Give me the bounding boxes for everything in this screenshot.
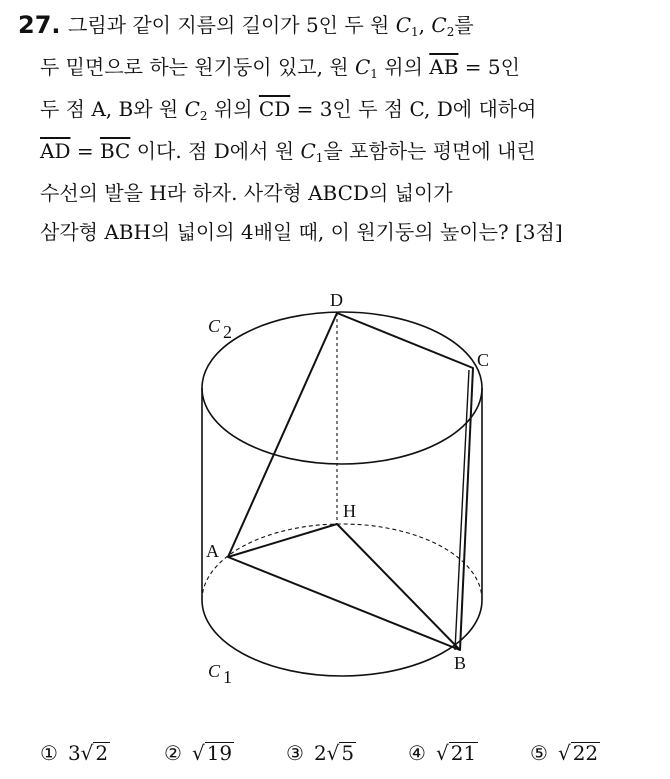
label-c2-sub: 2 [223, 322, 232, 342]
choice-number: ④ [408, 741, 426, 765]
subscript: 2 [446, 25, 455, 39]
choice-2[interactable] [164, 735, 234, 771]
segment-cd: $\overline{CD}$ [258, 97, 291, 121]
label-a: A [206, 541, 219, 561]
label-c1-sub: 1 [223, 667, 232, 687]
problem-line-4 [40, 134, 536, 175]
choice-1[interactable] [40, 735, 110, 771]
subscript: 1 [411, 25, 419, 39]
problem-line-1 [68, 8, 474, 49]
choice-radicand: 22 [572, 741, 599, 765]
segment-hb [337, 524, 460, 650]
choice-radicand: 2 [95, 741, 109, 765]
problem-line-2 [40, 50, 520, 91]
text: 를 [454, 13, 474, 37]
text: = [70, 139, 100, 163]
bottom-circle-back [202, 524, 482, 600]
math-var: C [354, 55, 371, 79]
math-var: C [431, 13, 447, 37]
sqrt-symbol: √ [191, 741, 205, 765]
bottom-circle-front [202, 600, 482, 676]
text: 두 점 A, B와 원 [40, 97, 185, 121]
text: 을 포함하는 평면에 내린 [323, 139, 536, 163]
segment-ah [228, 524, 337, 557]
subscript: 1 [370, 67, 378, 81]
math-var: C [395, 13, 412, 37]
choice-radicand: 5 [341, 741, 355, 765]
math-var: C [300, 139, 316, 163]
choice-number: ① [40, 741, 58, 765]
math-var: C [184, 97, 200, 121]
text: 이다. 점 D에서 원 [130, 139, 301, 163]
quadrilateral-abcd [228, 313, 473, 650]
label-h: H [343, 501, 356, 521]
text: 그림과 같이 지름의 길이가 5인 두 원 [68, 13, 396, 37]
choice-number: ⑤ [530, 741, 548, 765]
top-circle-c2 [202, 312, 482, 464]
label-c2: C [208, 316, 221, 336]
label-b: B [454, 653, 467, 673]
text: 위의 [377, 55, 430, 79]
label-c: C [477, 350, 490, 370]
choice-coefficient: 3 [67, 741, 81, 765]
text: 두 밑면으로 하는 원기둥이 있고, 원 [40, 55, 355, 79]
subscript: 1 [315, 151, 324, 165]
problem-line-5 [40, 176, 453, 210]
segment-ad: $\overline{AD}$ [40, 139, 71, 163]
answer-choices [40, 735, 640, 771]
label-c1: C [208, 661, 221, 681]
choice-radicand: 19 [206, 741, 233, 765]
text: = 3인 두 점 C, D에 대하여 [290, 97, 537, 121]
segment-ab: $\overline{AB}$ [429, 55, 459, 79]
choice-3[interactable] [286, 735, 356, 771]
choice-number: ③ [286, 741, 304, 765]
sqrt-symbol: √ [557, 741, 571, 765]
choice-radicand: 21 [450, 741, 477, 765]
text: , [418, 13, 432, 37]
sqrt-symbol: √ [326, 741, 340, 765]
sqrt-symbol: √ [435, 741, 449, 765]
question-number: 27. [18, 11, 61, 39]
choice-number: ② [164, 741, 182, 765]
choice-coefficient: 2 [313, 741, 327, 765]
label-d: D [330, 290, 343, 310]
cylinder-figure [180, 280, 500, 690]
subscript: 2 [199, 109, 208, 123]
choice-4[interactable] [408, 735, 478, 771]
text: 위의 [207, 97, 259, 121]
text: 삼각형 ABH의 넓이의 4배일 때, 이 원기둥의 높이는? [3점] [40, 220, 563, 244]
segment-bc: $\overline{BC}$ [99, 139, 131, 163]
text: 수선의 발을 H라 하자. 사각형 ABCD의 넓이가 [40, 181, 453, 205]
cylinder-diagram [180, 280, 500, 690]
choice-5[interactable] [530, 735, 600, 771]
text: = 5인 [458, 55, 520, 79]
problem-line-3 [40, 92, 536, 133]
problem-line-6 [40, 215, 563, 249]
sqrt-symbol: √ [80, 741, 94, 765]
